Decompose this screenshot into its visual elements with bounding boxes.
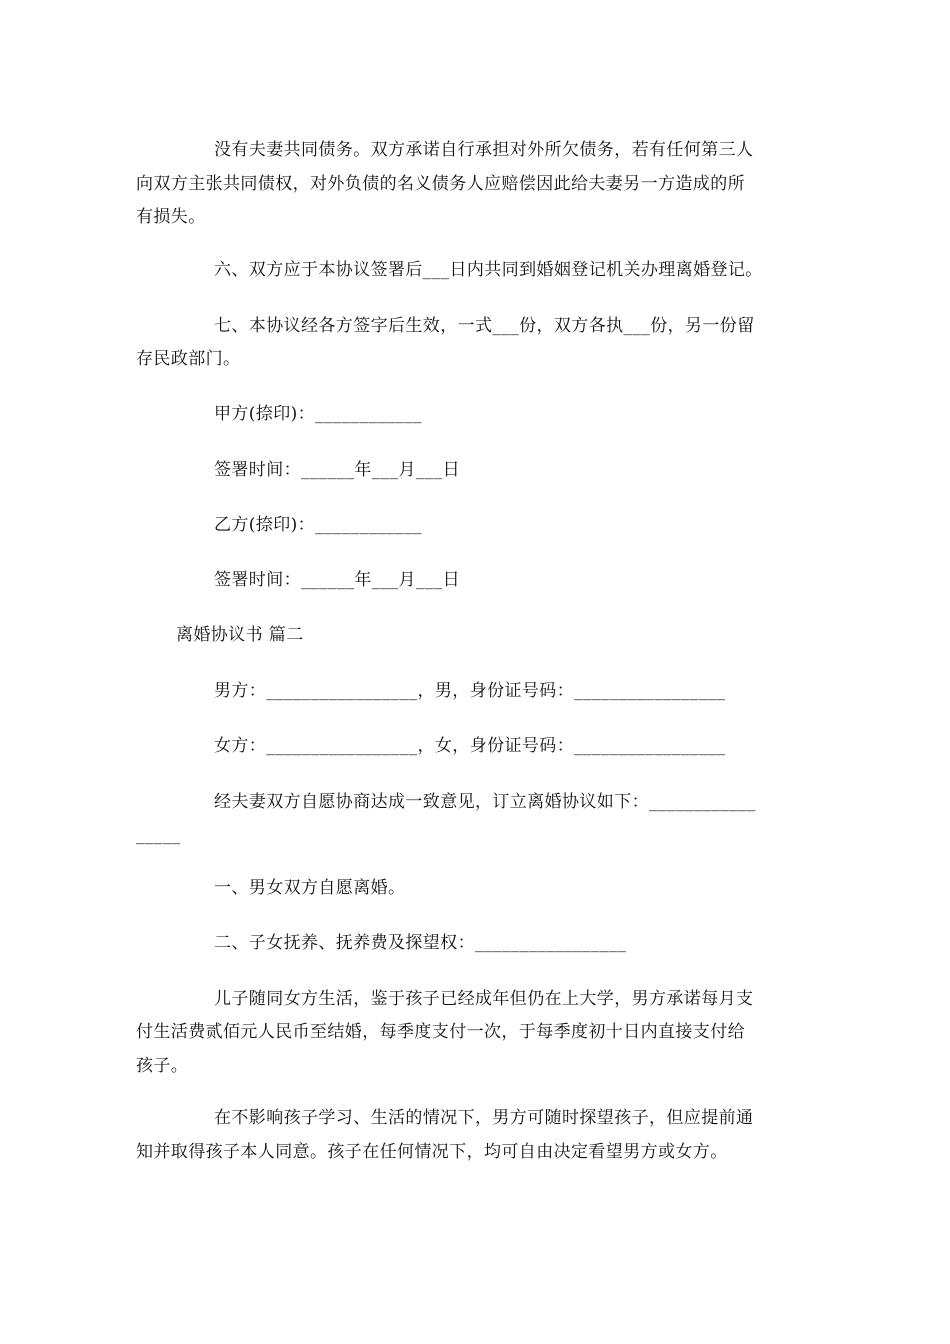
visitation-line-2: 知并取得孩子本人同意。孩子在任何情况下，均可自由决定看望男方或女方。 <box>136 1142 728 1162</box>
party-b-signature: 乙方(捺印)：____________ <box>214 515 422 535</box>
agreement-intro-line-1: 经夫妻双方自愿协商达成一致意见，订立离婚协议如下：____________ <box>214 792 756 812</box>
clause-six: 六、双方应于本协议签署后___日内共同到婚姻登记机关办理离婚登记。 <box>214 260 763 280</box>
clause-two: 二、子女抚养、抚养费及探望权：_________________ <box>214 933 627 953</box>
party-b-sign-date: 签署时间：______年___月___日 <box>214 570 460 590</box>
clause-seven-line-1: 七、本协议经各方签字后生效，一式___份，双方各执___份，另一份留 <box>214 316 755 336</box>
party-a-signature: 甲方(捺印)：____________ <box>214 404 422 424</box>
custody-line-2: 付生活费贰佰元人民币至结婚，每季度支付一次，于每季度初十日内直接支付给 <box>136 1022 745 1042</box>
paragraph-debt-line-2: 向双方主张共同债权，对外负债的名义债务人应赔偿因此给夫妻另一方造成的所 <box>136 174 745 194</box>
wife-info: 女方：_________________，女，身份证号码：_________________ <box>214 736 726 756</box>
custody-line-3: 孩子。 <box>136 1056 189 1076</box>
paragraph-debt-line-1: 没有夫妻共同债务。双方承诺自行承担对外所欠债务，若有任何第三人 <box>214 140 754 160</box>
visitation-line-1: 在不影响孩子学习、生活的情况下，男方可随时探望孩子，但应提前通 <box>214 1108 754 1128</box>
agreement-intro-line-2: _____ <box>136 825 181 845</box>
custody-line-1: 儿子随同女方生活，鉴于孩子已经成年但仍在上大学，男方承诺每月支 <box>214 989 754 1009</box>
husband-info: 男方：_________________，男，身份证号码：_________________ <box>214 681 726 701</box>
clause-one: 一、男女双方自愿离婚。 <box>214 878 406 898</box>
clause-seven-line-2: 存民政部门。 <box>136 349 241 369</box>
party-a-sign-date: 签署时间：______年___月___日 <box>214 460 460 480</box>
paragraph-debt-line-3: 有损失。 <box>136 207 206 227</box>
section-title: 离婚协议书 篇二 <box>176 625 304 645</box>
